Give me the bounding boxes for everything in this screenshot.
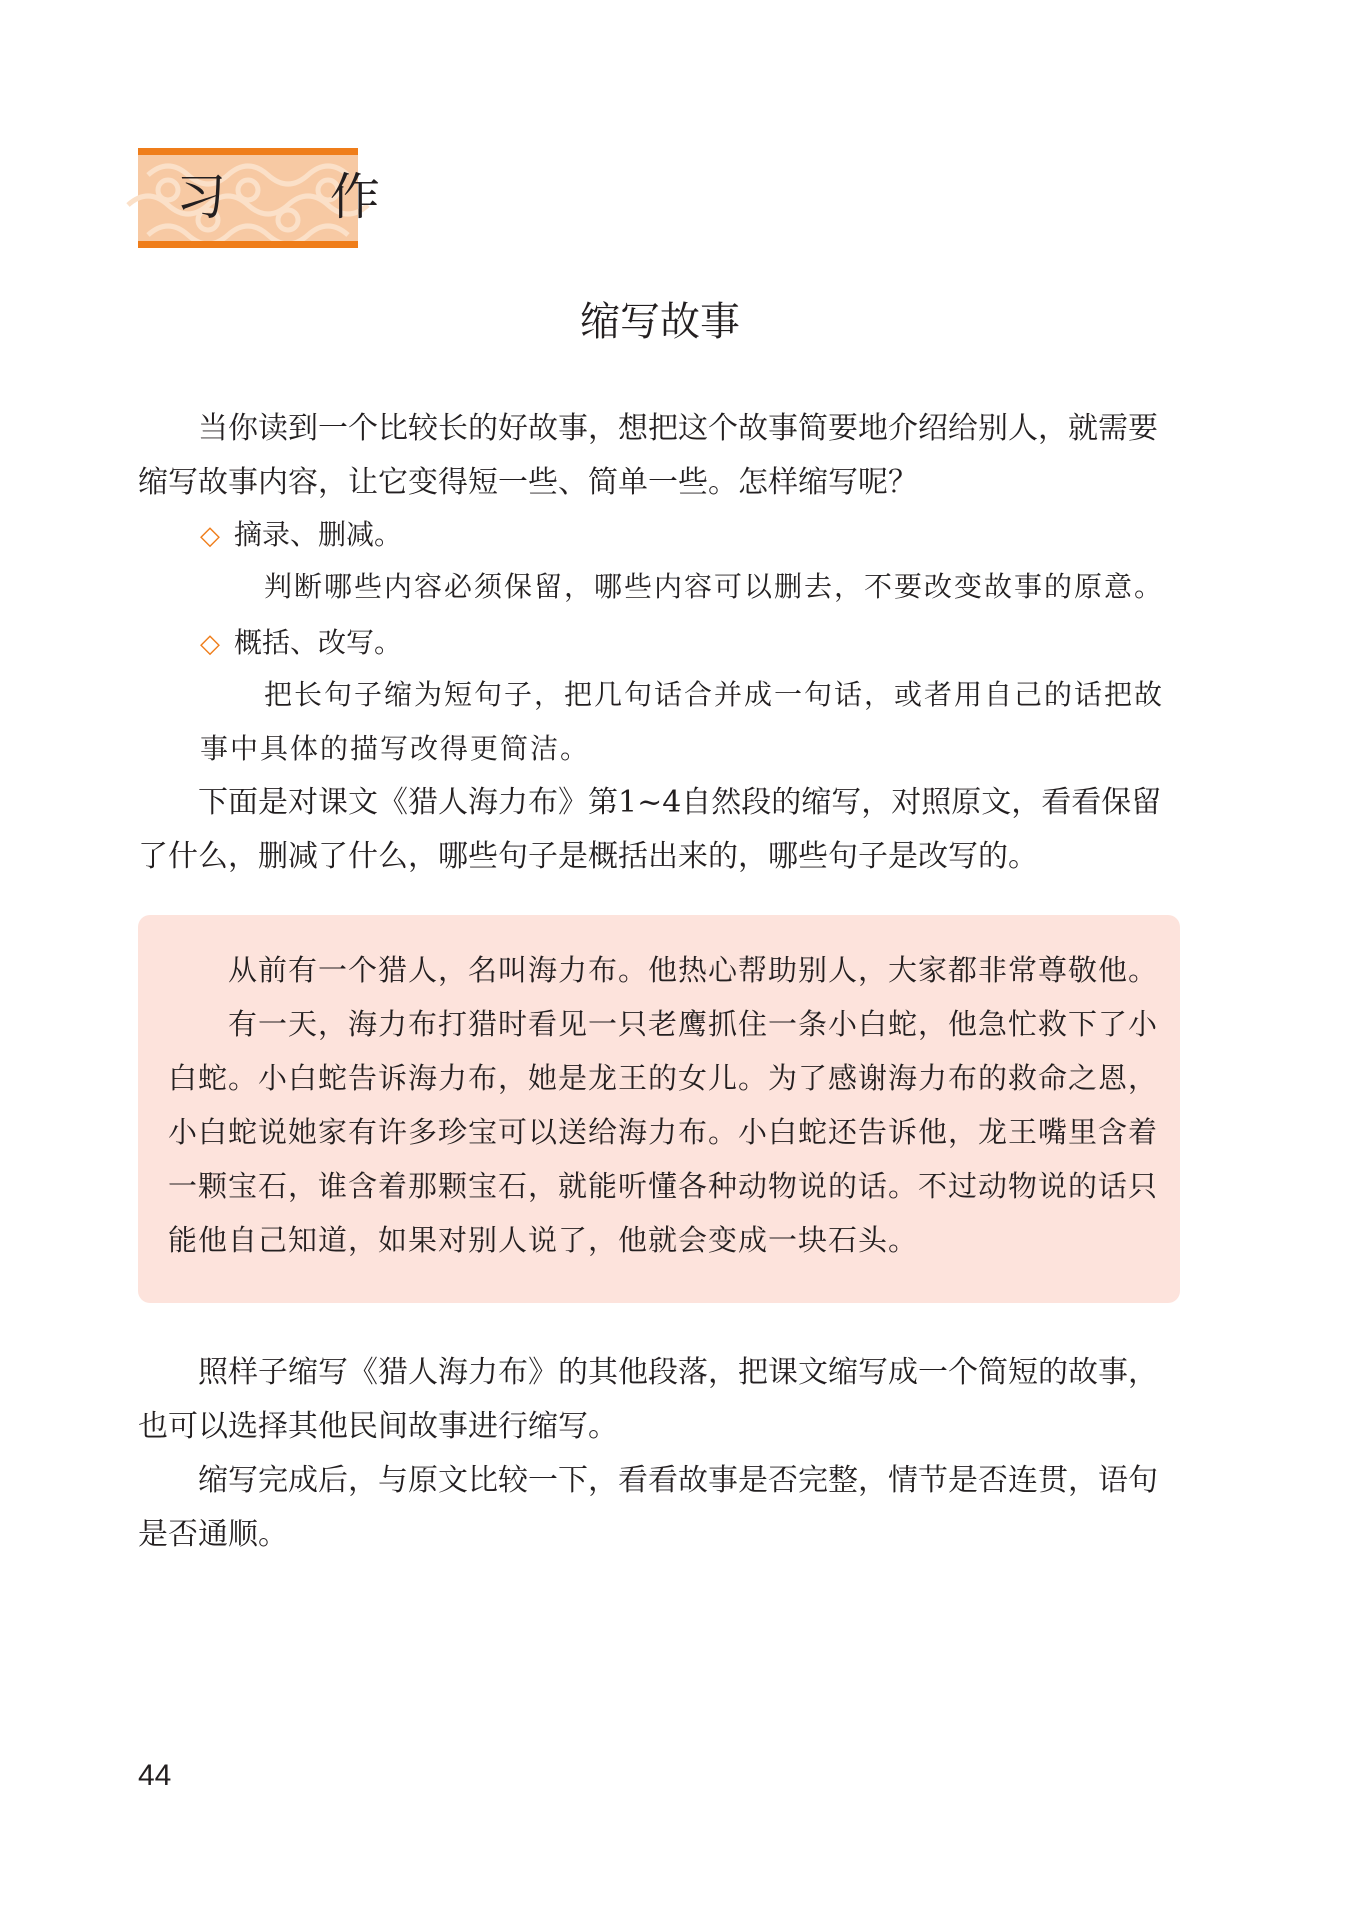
method-1-title [200, 510, 402, 561]
banner-bottom-stripe [138, 241, 358, 248]
page-title: 缩写故事 [580, 299, 740, 345]
example-paragraph-2: 有一天，海力布打猎时看见一只老鹰抓住一条小白蛇，他急忙救下了小白蛇。小白蛇告诉海力布，她是龙王的女儿。为了感谢海力布的救命之恩，小白蛇说她家有许多珍宝可以送给海力布。小白蛇还告诉他，龙王嘴里含着一颗宝石，谁含着那颗宝石，就能听懂各种动物说的话。不过动物说的话只能他自己知道，如果对别人说了，他就会变成一块石头。 [168, 1007, 1159, 1257]
example-box [138, 915, 1180, 1303]
example-paragraph-1: 从前有一个猎人，名叫海力布。他热心帮助别人，大家都非常尊敬他。 [228, 953, 1159, 987]
method-title-text: 摘录、删减。 [234, 518, 403, 551]
method-title-text: 概括、改写。 [234, 626, 403, 659]
banner-top-stripe [138, 148, 358, 155]
page-number: 44 [138, 1759, 172, 1792]
method-2-title [200, 618, 402, 669]
intro-paragraph: 当你读到一个比较长的好故事，想把这个故事简要地介绍给别人，就需要缩写故事内容，让它变得短一些、简单一些。怎样缩写呢？ [138, 411, 1158, 500]
task-paragraph: 照样子缩写《猎人海力布》的其他段落，把课文缩写成一个简短的故事，也可以选择其他民间故事进行缩写。 [138, 1355, 1158, 1444]
diamond-bullet-icon: ◇ [200, 629, 220, 659]
method-2-description: 把长句子缩为短句子，把几句话合并成一句话，或者用自己的话把故事中具体的描写改得更简洁。 [200, 678, 1165, 765]
banner-title: 习 作 [176, 168, 424, 226]
diamond-bullet-icon: ◇ [200, 521, 220, 551]
lead-in-paragraph: 下面是对课文《猎人海力布》第1~4自然段的缩写，对照原文，看看保留了什么，删减了什么，哪些句子是概括出来的，哪些句子是改写的。 [138, 785, 1162, 874]
example-text [168, 943, 1158, 1267]
check-paragraph: 缩写完成后，与原文比较一下，看看故事是否完整，情节是否连贯，语句是否通顺。 [138, 1463, 1158, 1552]
method-1-description: 判断哪些内容必须保留，哪些内容可以删去，不要改变故事的原意。 [264, 570, 1165, 603]
section-banner [138, 148, 424, 248]
